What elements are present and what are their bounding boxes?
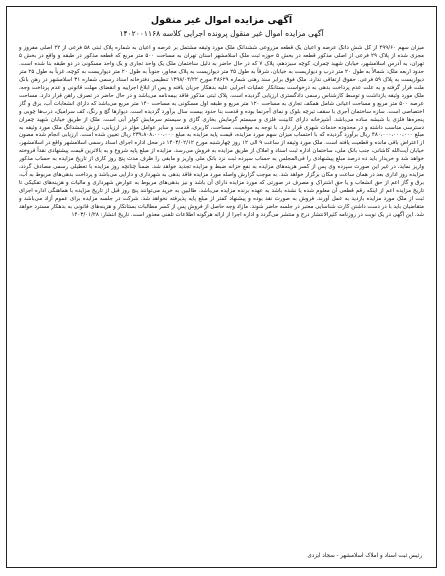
notice-title: آگهی مزایده اموال غیر منقول <box>150 15 293 26</box>
notice-signature: رئیس ثبت اسناد و املاک اسلامشهر - سجاد ایزدی <box>307 553 422 559</box>
notice-body: میزان سهم ۴۹۹/۶۰ از کل شش دانگ عرصه و اعیان یک قطعه مزروعی ششدانگ ملک مورد وثیقه مشتمل بر عرصه و اعیان به شماره پلاک ثبتی ۵۸ فرعی از ۲۲ اصلی مفروز و مجزی شده از پلاک ۲۹ فرعی از اصلی مذکور قطعه در بخش ۵ حوزه ثبت ملک اسلامشهر استان تهران به مساحت ۵۰۰ متر مربع که قطعه مذکور در طبقه و واقع در بخش ۵ تهران، به آدرس اسلامشهر، خیابان شهید چمران، کوچه سیزدهم، پلاک ۷ که در حال حاضر به دلیل ساختمان ملک یک واحد تجاری و یک واحد مسکونی در دو طبقه بنا شده است. حدود اربعه ملک: شمالاً به طول ۲۰ متر درب و دیواریست به خیابان، شرقاً به طول ۲۵ متر دیواریست به پلاک مجاور، جنوباً به طول ۲۰ متر دیواریست به کوچه، غرباً به طول ۲۵ متر دیواریست به پلاک ۵۹ فرعی. حقوق ارتفاقی ندارد. ملک فوق برابر سند رهنی شماره ۴۸۶۲۹ مورخ ۱۳۹۸/۰۴/۲۲ تنظیمی دفترخانه اسناد رسمی شماره ۳۱ اسلامشهر در رهن بانک ملت قرار گرفته و به علت عدم پرداخت بدهی به درخواست بستانکار عملیات اجرایی علیه بدهکار جریان یافته و پس از ابلاغ اجراییه و انقضای مهلت قانونی و عدم پرداخت وجه، ملک مورد وثیقه بازداشت و توسط کارشناس رسمی دادگستری ارزیابی گردیده است. پلاک ثبتی مذکور فاقد بیمه‌نامه می‌باشد و در حال حاضر در تصرف راهن قرار دارد. مساحت عرصه ۵۰۰ متر مربع و مساحت اعیانی شامل همکف تجاری به مساحت ۱۲۰ متر مربع و طبقه اول مسکونی به مساحت ۱۴۰ متر مربع می‌باشد که دارای انشعابات آب، برق و گاز اختصاصی است. سازه ساختمان آجری با سقف تیرچه بلوک و نمای آجرنما بوده و قدمت بنا حدود بیست سال برآورد گردیده است. دیوارها گچ و رنگ، کف سرامیک، درب‌ها چوبی و پنجره‌ها فلزی با شیشه ساده می‌باشد. آشپزخانه دارای کابینت فلزی و سیستم گرمایش بخاری گازی و سیستم سرمایش کولر آبی است. ملک از طریق خیابان شهید چمران دسترسی مناسب داشته و در محدوده خدمات شهری قرار دارد. با توجه به موقعیت، مساحت، کاربری، قدمت و سایر عوامل مؤثر در ارزیابی، ارزش ششدانگ ملک مورد وثیقه به مبلغ ۴۸۰،۰۰۰،۰۰۰،۰۰۰ ریال برآورد گردیده که با احتساب میزان سهم مورد مزایده، قیمت پایه مزایده به مبلغ ۲۳۹،۸۰۸،۰۰۰،۰۰۰ ریال تعیین شده است. ارزیابی انجام شده مصون از اعتراض باقی مانده و قطعیت یافته است. ملک مورد وثیقه از ساعت ۹ الی ۱۲ روز چهارشنبه مورخ ۱۴۰۳/۰۲/۱۲ در محل اداره اجرای اسناد رسمی اسلامشهر واقع در اسلامشهر، خیابان آیت‌الله کاشانی، جنب بانک ملی، ساختمان اداره ثبت اسناد و املاک از طریق مزایده به فروش می‌رسد. مزایده از مبلغ پایه شروع و به بالاترین قیمت پیشنهادی نقداً فروخته خواهد شد و خریدار باید ده درصد مبلغ پیشنهادی را فی‌المجلس به حساب سپرده ثبت نزد بانک ملی واریز و مابقی را ظرف مدت پنج روز کاری از تاریخ مزایده به حساب مذکور واریز نماید، در غیر این صورت سپرده وی پس از کسر هزینه‌های مزایده به نفع خزانه ضبط و مزایده تجدید خواهد شد. ضمناً چنانچه روز مزایده با تعطیلی رسمی مصادف گردد، مزایده روز اداری بعد در همان ساعت و مکان برگزار خواهد شد. به موجب گزارش واصله مورد مزایده فاقد بدهی به شهرداری و دارایی می‌باشد و پرداخت بدهی‌های مربوط به آب، برق و گاز اعم از حق انشعاب و یا حق اشتراک و مصرف در صورتی که مورد مزایده دارای آن باشد و نیز بدهی‌های مربوط به عوارض شهرداری و مالیات و هزینه‌های تفکیکی تا تاریخ مزایده اعم از اینکه رقم قطعی آن معلوم شده یا نشده باشد به عهده برنده مزایده می‌باشد. طالبین به خرید می‌توانند پنج روز قبل از تاریخ مزایده با هماهنگی اداره اجرای ثبت از ملک مورد مزایده بازدید به عمل آورند. فروش به صورت نقد بوده و پیشنهاد کمتر از مبلغ پایه پذیرفته نخواهد شد. شرکت در جلسه مزایده برای عموم آزاد می‌باشد و متقاضیان باید با در دست داشتن کارت شناسایی معتبر در جلسه حاضر شوند. مازاد وجه حاصل از فروش پس از کسر مطالبات بستانکار و هزینه‌های قانونی به بدهکار مسترد خواهد شد. این آگهی در یک نوبت در روزنامه کثیرالانتشار درج و منتشر می‌گردد و اداره اجرا از ارائه هرگونه اطلاعات تلفنی معذور است. تاریخ انتشار: ۱۴۰۳/۰۱/۲۸ <box>19 45 424 219</box>
notice-frame <box>6 6 437 568</box>
notice-subtitle: آگهی مزایده اموال غیر منقول پرونده اجرایی کلاسه ۱۴۰۲۰۰۱۱۶۸ <box>119 29 324 38</box>
